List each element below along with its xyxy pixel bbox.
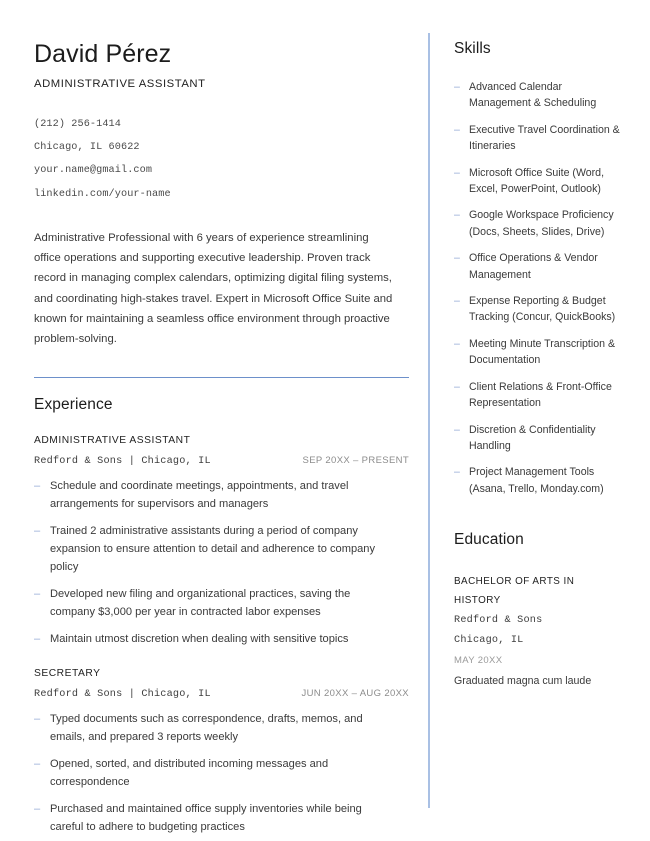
job-meta xyxy=(34,455,409,467)
education-heading: Education xyxy=(454,531,524,549)
list-item-text: Office Operations & Vendor Management xyxy=(469,252,598,281)
contact-linkedin[interactable]: linkedin.com/your-name xyxy=(34,188,171,200)
job-dates: SEP 20XX – PRESENT xyxy=(302,455,409,467)
list-item xyxy=(34,631,394,649)
dash-bullet-icon: – xyxy=(454,123,460,136)
list-item xyxy=(454,336,626,369)
list-item-text: Project Management Tools (Asana, Trello, Monday.com) xyxy=(469,466,604,495)
education-degree-line-1: BACHELOR OF ARTS IN xyxy=(454,576,575,588)
list-item xyxy=(454,207,626,240)
list-item-text: Executive Travel Coordination & Itineraries xyxy=(469,123,620,153)
contact-email[interactable]: your.name@gmail.com xyxy=(34,165,153,177)
dash-bullet-icon: – xyxy=(454,166,460,179)
education-entry xyxy=(454,572,626,689)
dash-bullet-icon: – xyxy=(34,633,41,646)
job-dates: JUN 20XX – AUG 20XX xyxy=(301,688,409,700)
list-item-text: Meeting Minute Transcription & Documentation xyxy=(469,337,616,367)
education-section xyxy=(454,531,626,689)
list-item xyxy=(34,478,394,514)
list-item-text: Purchased and maintained office supply inventories while being careful to adhere to budgeting practices xyxy=(50,802,362,833)
list-item-text: Expense Reporting & Budget Tracking (Concur, QuickBooks) xyxy=(469,295,616,324)
list-item xyxy=(454,250,626,283)
list-item-text: Advanced Calendar Management & Scheduling xyxy=(469,81,597,110)
experience-heading: Experience xyxy=(34,396,113,414)
list-item xyxy=(34,711,394,747)
list-item-text: Maintain utmost discretion when dealing with sensitive topics xyxy=(50,633,349,646)
list-item xyxy=(454,165,626,198)
list-item xyxy=(34,523,394,577)
experience-entry xyxy=(34,435,409,649)
list-item-text: Trained 2 administrative assistants during a period of company expansion to ensure attention to detail and adherence to company policy xyxy=(50,525,376,574)
candidate-job-title: ADMINISTRATIVE ASSISTANT xyxy=(34,77,206,90)
candidate-name: David Pérez xyxy=(34,40,172,68)
list-item-text: Google Workspace Proficiency (Docs, Sheets, Slides, Drive) xyxy=(469,209,614,238)
education-location: Chicago, IL xyxy=(454,634,524,646)
list-item-text: Client Relations & Front-Office Representation xyxy=(469,380,612,410)
list-item xyxy=(34,586,394,622)
job-meta xyxy=(34,688,409,700)
right-column xyxy=(454,40,626,689)
education-note: Graduated magna cum laude xyxy=(454,674,592,687)
dash-bullet-icon: – xyxy=(454,81,460,93)
job-company: Redford & Sons | Chicago, IL xyxy=(34,689,211,701)
section-divider-rule xyxy=(34,377,409,379)
list-item xyxy=(454,379,626,412)
list-item xyxy=(34,756,394,792)
dash-bullet-icon: – xyxy=(34,525,41,538)
education-school: Redford & Sons xyxy=(454,614,543,626)
job-company: Redford & Sons | Chicago, IL xyxy=(34,456,211,468)
left-column xyxy=(34,40,409,837)
list-item xyxy=(454,464,626,497)
dash-bullet-icon: – xyxy=(34,588,41,601)
dash-bullet-icon: – xyxy=(34,713,41,726)
dash-bullet-icon: – xyxy=(454,337,460,350)
list-item-text: Opened, sorted, and distributed incoming messages and correspondence xyxy=(50,758,329,788)
list-item xyxy=(454,79,626,112)
job-role: SECRETARY xyxy=(34,668,101,680)
skills-list xyxy=(454,79,626,497)
dash-bullet-icon: – xyxy=(454,380,460,393)
list-item xyxy=(454,122,626,155)
dash-bullet-icon: – xyxy=(454,423,460,436)
dash-bullet-icon: – xyxy=(454,209,460,222)
list-item xyxy=(454,422,626,455)
contact-location: Chicago, IL 60622 xyxy=(34,142,140,153)
education-degree-line-2: HISTORY xyxy=(454,595,501,607)
contact-block xyxy=(34,113,409,206)
column-divider xyxy=(428,33,430,808)
experience-entry xyxy=(34,668,409,837)
dash-bullet-icon: – xyxy=(34,802,41,815)
list-item-text: Developed new filing and organizational practices, saving the company $3,000 per year in contracted labor expenses xyxy=(50,588,351,619)
dash-bullet-icon: – xyxy=(454,295,460,308)
dash-bullet-icon: – xyxy=(454,252,460,265)
skills-heading: Skills xyxy=(454,40,491,57)
job-bullet-list xyxy=(34,478,409,649)
list-item xyxy=(34,801,394,837)
dash-bullet-icon: – xyxy=(454,466,460,479)
contact-phone[interactable]: (212) 256-1414 xyxy=(34,118,121,130)
professional-summary: Administrative Professional with 6 years of experience streamlining office operations and supporting executive leadership. Proven track record in managing complex calendars, optimizing digital filing systems, and coordinating high-stakes travel. Expert in Microsoft Office Suite and known for maintaining a seamless office environment through proactive problem-solving. xyxy=(34,231,393,346)
list-item-text: Microsoft Office Suite (Word, Excel, PowerPoint, Outlook) xyxy=(469,166,605,196)
list-item-text: Discretion & Confidentiality Handling xyxy=(469,423,596,452)
list-item-text: Typed documents such as correspondence, drafts, memos, and emails, and prepared 3 reports weekly xyxy=(50,713,363,744)
job-role: ADMINISTRATIVE ASSISTANT xyxy=(34,435,191,447)
job-bullet-list xyxy=(34,711,409,837)
list-item xyxy=(454,293,626,326)
dash-bullet-icon: – xyxy=(34,480,41,493)
education-date: MAY 20XX xyxy=(454,654,503,666)
dash-bullet-icon: – xyxy=(34,758,41,770)
list-item-text: Schedule and coordinate meetings, appointments, and travel arrangements for supervisors and managers xyxy=(50,480,349,511)
